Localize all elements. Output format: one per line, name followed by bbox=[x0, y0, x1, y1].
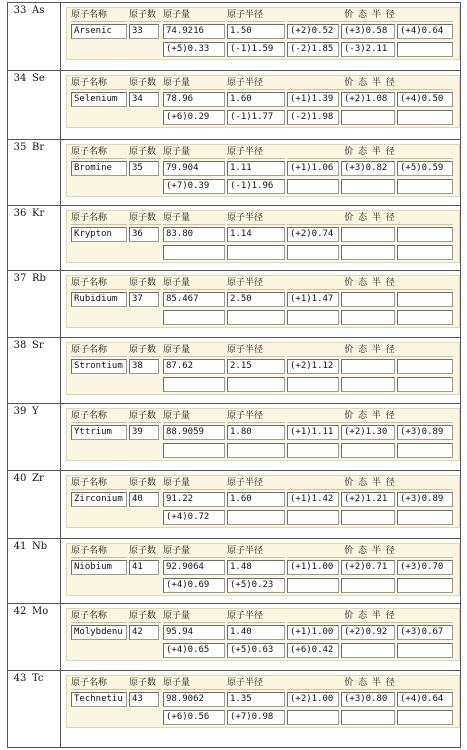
header-atomic-mass: 原子量 bbox=[163, 677, 225, 690]
atomic-radius-field: 1.60 bbox=[227, 492, 285, 507]
valence-radius-field: (+1)1.06 bbox=[287, 161, 339, 176]
header-atomic-radius: 原子半径 bbox=[227, 9, 285, 22]
valence-radius-field bbox=[163, 310, 225, 325]
element-row bbox=[7, 2, 461, 70]
atomic-radius-field: 1.60 bbox=[227, 92, 285, 107]
header-valence-radius: 价 态 半 径 bbox=[287, 410, 453, 423]
header-atomic-mass: 原子量 bbox=[163, 212, 225, 225]
element-symbol-label: Y bbox=[32, 406, 39, 417]
column-divider bbox=[60, 3, 61, 70]
atomic-mass-field: 79.904 bbox=[163, 161, 225, 176]
valence-radius-field bbox=[341, 643, 395, 658]
header-atomic-radius: 原子半径 bbox=[227, 146, 285, 159]
valence-radius-field bbox=[341, 227, 395, 242]
element-name-field: Technetiu bbox=[71, 692, 127, 707]
valence-radius-field: (+2)1.30 bbox=[341, 425, 395, 440]
atomic-mass-field: 98.9062 bbox=[163, 692, 225, 707]
header-element-name: 原子名称 bbox=[71, 677, 127, 690]
column-divider bbox=[60, 206, 61, 270]
header-element-name: 原子名称 bbox=[71, 344, 127, 357]
valence-radius-field bbox=[287, 510, 339, 525]
valence-radius-field bbox=[397, 245, 453, 260]
element-row bbox=[7, 139, 461, 205]
valence-radius-field: (+4)0.69 bbox=[163, 578, 225, 593]
valence-radius-field bbox=[163, 443, 225, 458]
valence-radius-field: (+3)0.82 bbox=[341, 161, 395, 176]
header-valence-radius: 价 态 半 径 bbox=[287, 610, 453, 623]
valence-radius-field: (-1)1.96 bbox=[227, 179, 285, 194]
valence-radius-field bbox=[341, 710, 395, 725]
valence-radius-field: (+6)0.29 bbox=[163, 110, 225, 125]
valence-radius-field bbox=[397, 510, 453, 525]
header-valence-radius: 价 态 半 径 bbox=[287, 545, 453, 558]
element-symbol-label: Rb bbox=[32, 273, 46, 284]
valence-radius-field: (+3)0.58 bbox=[341, 24, 395, 39]
header-atomic-radius: 原子半径 bbox=[227, 410, 285, 423]
element-name-field: Molybdenu bbox=[71, 625, 127, 640]
valence-radius-field: (-1)1.77 bbox=[227, 110, 285, 125]
atomic-mass-field: 85.467 bbox=[163, 292, 225, 307]
column-divider bbox=[60, 140, 61, 205]
atomic-number-label: 33 bbox=[13, 5, 27, 16]
valence-radius-field bbox=[341, 292, 395, 307]
valence-radius-field bbox=[397, 359, 453, 374]
valence-radius-field: (+4)0.72 bbox=[163, 510, 225, 525]
atomic-mass-field: 88.9059 bbox=[163, 425, 225, 440]
column-divider bbox=[60, 271, 61, 337]
valence-radius-field: (-1)1.59 bbox=[227, 42, 285, 57]
header-atomic-radius: 原子半径 bbox=[227, 77, 285, 90]
valence-radius-field: (+7)0.98 bbox=[227, 710, 285, 725]
valence-radius-field bbox=[227, 443, 285, 458]
valence-radius-field: (+3)0.80 bbox=[341, 692, 395, 707]
valence-radius-field: (+2)1.12 bbox=[287, 359, 339, 374]
valence-radius-field bbox=[397, 578, 453, 593]
header-valence-radius: 价 态 半 径 bbox=[287, 77, 453, 90]
header-valence-radius: 价 态 半 径 bbox=[287, 212, 453, 225]
element-name-field: Strontium bbox=[71, 359, 127, 374]
element-symbol-label: Tc bbox=[32, 673, 44, 684]
valence-radius-field: (+4)0.65 bbox=[163, 643, 225, 658]
valence-radius-field: (+2)0.71 bbox=[341, 560, 395, 575]
header-atomic-radius: 原子半径 bbox=[227, 212, 285, 225]
header-atomic-number: 原子数 bbox=[129, 410, 161, 423]
valence-radius-field bbox=[341, 578, 395, 593]
header-atomic-number: 原子数 bbox=[129, 277, 161, 290]
element-symbol-label: Kr bbox=[32, 208, 45, 219]
valence-radius-field bbox=[341, 245, 395, 260]
valence-radius-field bbox=[227, 510, 285, 525]
atomic-radius-field: 1.48 bbox=[227, 560, 285, 575]
header-atomic-number: 原子数 bbox=[129, 677, 161, 690]
header-atomic-number: 原子数 bbox=[129, 545, 161, 558]
atomic-number-label: 41 bbox=[13, 541, 27, 552]
atomic-number-label: 37 bbox=[13, 273, 27, 284]
valence-radius-field: (+2)0.52 bbox=[287, 24, 339, 39]
valence-radius-field: (+2)0.92 bbox=[341, 625, 395, 640]
element-row bbox=[7, 270, 461, 337]
atomic-mass-field: 83.80 bbox=[163, 227, 225, 242]
header-element-name: 原子名称 bbox=[71, 610, 127, 623]
header-valence-radius: 价 态 半 径 bbox=[287, 9, 453, 22]
atomic-number-field: 38 bbox=[129, 359, 159, 374]
atomic-number-field: 39 bbox=[129, 425, 159, 440]
element-row bbox=[7, 470, 461, 538]
atomic-mass-field: 74.9216 bbox=[163, 24, 225, 39]
atomic-mass-field: 92.9064 bbox=[163, 560, 225, 575]
valence-radius-field: (+4)0.64 bbox=[397, 692, 453, 707]
valence-radius-field: (+6)0.56 bbox=[163, 710, 225, 725]
valence-radius-field: (+5)0.63 bbox=[227, 643, 285, 658]
header-valence-radius: 价 态 半 径 bbox=[287, 344, 453, 357]
header-atomic-radius: 原子半径 bbox=[227, 610, 285, 623]
element-row bbox=[7, 70, 461, 139]
atomic-radius-field: 2.50 bbox=[227, 292, 285, 307]
atomic-number-label: 36 bbox=[13, 208, 27, 219]
valence-radius-field: (-2)1.98 bbox=[287, 110, 339, 125]
header-atomic-mass: 原子量 bbox=[163, 545, 225, 558]
atomic-radius-field: 1.14 bbox=[227, 227, 285, 242]
valence-radius-field: (+6)0.42 bbox=[287, 643, 339, 658]
element-symbol-label: As bbox=[32, 5, 45, 16]
atomic-number-field: 36 bbox=[129, 227, 159, 242]
element-name-field: Rubidium bbox=[71, 292, 127, 307]
header-atomic-radius: 原子半径 bbox=[227, 677, 285, 690]
valence-radius-field: (+1)1.11 bbox=[287, 425, 339, 440]
header-atomic-mass: 原子量 bbox=[163, 277, 225, 290]
column-divider bbox=[60, 71, 61, 139]
valence-radius-field bbox=[397, 110, 453, 125]
element-name-field: Zirconium bbox=[71, 492, 127, 507]
atomic-number-label: 42 bbox=[13, 606, 27, 617]
element-name-field: Bromine bbox=[71, 161, 127, 176]
atomic-radius-field: 1.35 bbox=[227, 692, 285, 707]
element-symbol-label: Zr bbox=[32, 473, 44, 484]
valence-radius-field bbox=[397, 179, 453, 194]
valence-radius-field bbox=[227, 310, 285, 325]
element-info-panel bbox=[66, 144, 460, 197]
valence-radius-field: (+1)1.00 bbox=[287, 625, 339, 640]
header-atomic-mass: 原子量 bbox=[163, 146, 225, 159]
element-info-panel bbox=[66, 608, 460, 661]
valence-radius-field bbox=[163, 245, 225, 260]
header-element-name: 原子名称 bbox=[71, 9, 127, 22]
valence-radius-field bbox=[397, 310, 453, 325]
valence-radius-field bbox=[341, 443, 395, 458]
valence-radius-field: (+2)0.74 bbox=[287, 227, 339, 242]
column-divider bbox=[60, 671, 61, 747]
atomic-number-label: 40 bbox=[13, 473, 27, 484]
valence-radius-field bbox=[397, 292, 453, 307]
element-info-panel bbox=[66, 275, 460, 328]
atomic-number-label: 38 bbox=[13, 340, 27, 351]
valence-radius-field: (+1)1.00 bbox=[287, 560, 339, 575]
header-atomic-radius: 原子半径 bbox=[227, 477, 285, 490]
valence-radius-field: (+3)0.70 bbox=[397, 560, 453, 575]
element-info-panel bbox=[66, 75, 460, 128]
element-name-field: Selenium bbox=[71, 92, 127, 107]
element-info-panel bbox=[66, 342, 460, 395]
header-atomic-number: 原子数 bbox=[129, 212, 161, 225]
valence-radius-field bbox=[287, 179, 339, 194]
atomic-number-field: 43 bbox=[129, 692, 159, 707]
element-info-panel bbox=[66, 543, 460, 596]
header-atomic-number: 原子数 bbox=[129, 344, 161, 357]
header-element-name: 原子名称 bbox=[71, 77, 127, 90]
header-atomic-number: 原子数 bbox=[129, 146, 161, 159]
atomic-radius-field: 1.11 bbox=[227, 161, 285, 176]
column-divider bbox=[60, 539, 61, 603]
element-info-panel bbox=[66, 675, 460, 728]
header-atomic-radius: 原子半径 bbox=[227, 277, 285, 290]
element-row bbox=[7, 670, 461, 748]
header-atomic-radius: 原子半径 bbox=[227, 344, 285, 357]
atomic-number-field: 33 bbox=[129, 24, 159, 39]
header-element-name: 原子名称 bbox=[71, 146, 127, 159]
atomic-number-label: 34 bbox=[13, 73, 27, 84]
valence-radius-field: (+3)0.89 bbox=[397, 425, 453, 440]
column-divider bbox=[60, 338, 61, 403]
element-name-field: Krypton bbox=[71, 227, 127, 242]
valence-radius-field: (+5)0.59 bbox=[397, 161, 453, 176]
valence-radius-field: (+2)1.08 bbox=[341, 92, 395, 107]
valence-radius-field bbox=[397, 377, 453, 392]
element-row bbox=[7, 603, 461, 670]
element-row bbox=[7, 538, 461, 603]
atomic-radius-field: 1.40 bbox=[227, 625, 285, 640]
header-atomic-mass: 原子量 bbox=[163, 477, 225, 490]
header-atomic-mass: 原子量 bbox=[163, 9, 225, 22]
element-symbol-label: Br bbox=[32, 142, 45, 153]
header-element-name: 原子名称 bbox=[71, 477, 127, 490]
atomic-number-field: 37 bbox=[129, 292, 159, 307]
valence-radius-field bbox=[341, 377, 395, 392]
valence-radius-field: (+5)0.23 bbox=[227, 578, 285, 593]
element-symbol-label: Se bbox=[32, 73, 45, 84]
column-divider bbox=[60, 604, 61, 670]
valence-radius-field bbox=[341, 310, 395, 325]
valence-radius-field bbox=[227, 377, 285, 392]
valence-radius-field: (+1)1.42 bbox=[287, 492, 339, 507]
element-row bbox=[7, 403, 461, 470]
valence-radius-field: (+3)0.89 bbox=[397, 492, 453, 507]
valence-radius-field bbox=[397, 443, 453, 458]
header-valence-radius: 价 态 半 径 bbox=[287, 477, 453, 490]
atomic-number-field: 40 bbox=[129, 492, 159, 507]
valence-radius-field bbox=[227, 245, 285, 260]
element-row bbox=[7, 337, 461, 403]
valence-radius-field bbox=[341, 179, 395, 194]
valence-radius-field: (-2)1.85 bbox=[287, 42, 339, 57]
valence-radius-field: (+3)0.67 bbox=[397, 625, 453, 640]
element-name-field: Yttrium bbox=[71, 425, 127, 440]
valence-radius-field bbox=[287, 710, 339, 725]
header-atomic-radius: 原子半径 bbox=[227, 545, 285, 558]
header-atomic-mass: 原子量 bbox=[163, 610, 225, 623]
atomic-mass-field: 78.96 bbox=[163, 92, 225, 107]
element-name-field: Arsenic bbox=[71, 24, 127, 39]
atomic-mass-field: 95.94 bbox=[163, 625, 225, 640]
header-atomic-number: 原子数 bbox=[129, 610, 161, 623]
valence-radius-field: (+4)0.50 bbox=[397, 92, 453, 107]
header-atomic-mass: 原子量 bbox=[163, 344, 225, 357]
valence-radius-field: (+1)1.47 bbox=[287, 292, 339, 307]
valence-radius-field bbox=[397, 227, 453, 242]
header-atomic-number: 原子数 bbox=[129, 77, 161, 90]
atomic-number-field: 35 bbox=[129, 161, 159, 176]
element-symbol-label: Sr bbox=[32, 340, 44, 351]
atomic-radius-field: 2.15 bbox=[227, 359, 285, 374]
element-row bbox=[7, 205, 461, 270]
valence-radius-field bbox=[163, 377, 225, 392]
valence-radius-field bbox=[397, 643, 453, 658]
header-element-name: 原子名称 bbox=[71, 277, 127, 290]
valence-radius-field: (+1)1.39 bbox=[287, 92, 339, 107]
element-info-panel bbox=[66, 408, 460, 461]
atomic-number-label: 39 bbox=[13, 406, 27, 417]
element-symbol-label: Mo bbox=[32, 606, 49, 617]
atomic-number-label: 43 bbox=[13, 673, 27, 684]
atomic-mass-field: 87.62 bbox=[163, 359, 225, 374]
element-name-field: Niobium bbox=[71, 560, 127, 575]
column-divider bbox=[60, 404, 61, 470]
element-info-panel bbox=[66, 210, 460, 263]
header-atomic-number: 原子数 bbox=[129, 9, 161, 22]
header-atomic-mass: 原子量 bbox=[163, 410, 225, 423]
element-info-panel bbox=[66, 475, 460, 528]
valence-radius-field bbox=[397, 42, 453, 57]
valence-radius-field bbox=[341, 359, 395, 374]
valence-radius-field bbox=[287, 310, 339, 325]
atomic-number-field: 42 bbox=[129, 625, 159, 640]
header-element-name: 原子名称 bbox=[71, 212, 127, 225]
valence-radius-field: (+7)0.39 bbox=[163, 179, 225, 194]
header-valence-radius: 价 态 半 径 bbox=[287, 146, 453, 159]
header-atomic-number: 原子数 bbox=[129, 477, 161, 490]
valence-radius-field bbox=[397, 710, 453, 725]
header-element-name: 原子名称 bbox=[71, 410, 127, 423]
valence-radius-field bbox=[287, 443, 339, 458]
valence-radius-field: (-3)2.11 bbox=[341, 42, 395, 57]
valence-radius-field: (+2)1.00 bbox=[287, 692, 339, 707]
valence-radius-field: (+2)1.21 bbox=[341, 492, 395, 507]
valence-radius-field bbox=[341, 510, 395, 525]
header-valence-radius: 价 态 半 径 bbox=[287, 277, 453, 290]
atomic-radius-field: 1.80 bbox=[227, 425, 285, 440]
header-atomic-mass: 原子量 bbox=[163, 77, 225, 90]
atomic-number-field: 34 bbox=[129, 92, 159, 107]
valence-radius-field: (+4)0.64 bbox=[397, 24, 453, 39]
valence-radius-field bbox=[287, 245, 339, 260]
atomic-radius-field: 1.50 bbox=[227, 24, 285, 39]
atomic-number-field: 41 bbox=[129, 560, 159, 575]
valence-radius-field: (+5)0.33 bbox=[163, 42, 225, 57]
valence-radius-field bbox=[287, 377, 339, 392]
valence-radius-field bbox=[341, 110, 395, 125]
atomic-mass-field: 91.22 bbox=[163, 492, 225, 507]
element-symbol-label: Nb bbox=[32, 541, 48, 552]
element-info-panel bbox=[66, 7, 460, 60]
header-valence-radius: 价 态 半 径 bbox=[287, 677, 453, 690]
column-divider bbox=[60, 471, 61, 538]
atomic-number-label: 35 bbox=[13, 142, 27, 153]
header-element-name: 原子名称 bbox=[71, 545, 127, 558]
valence-radius-field bbox=[287, 578, 339, 593]
